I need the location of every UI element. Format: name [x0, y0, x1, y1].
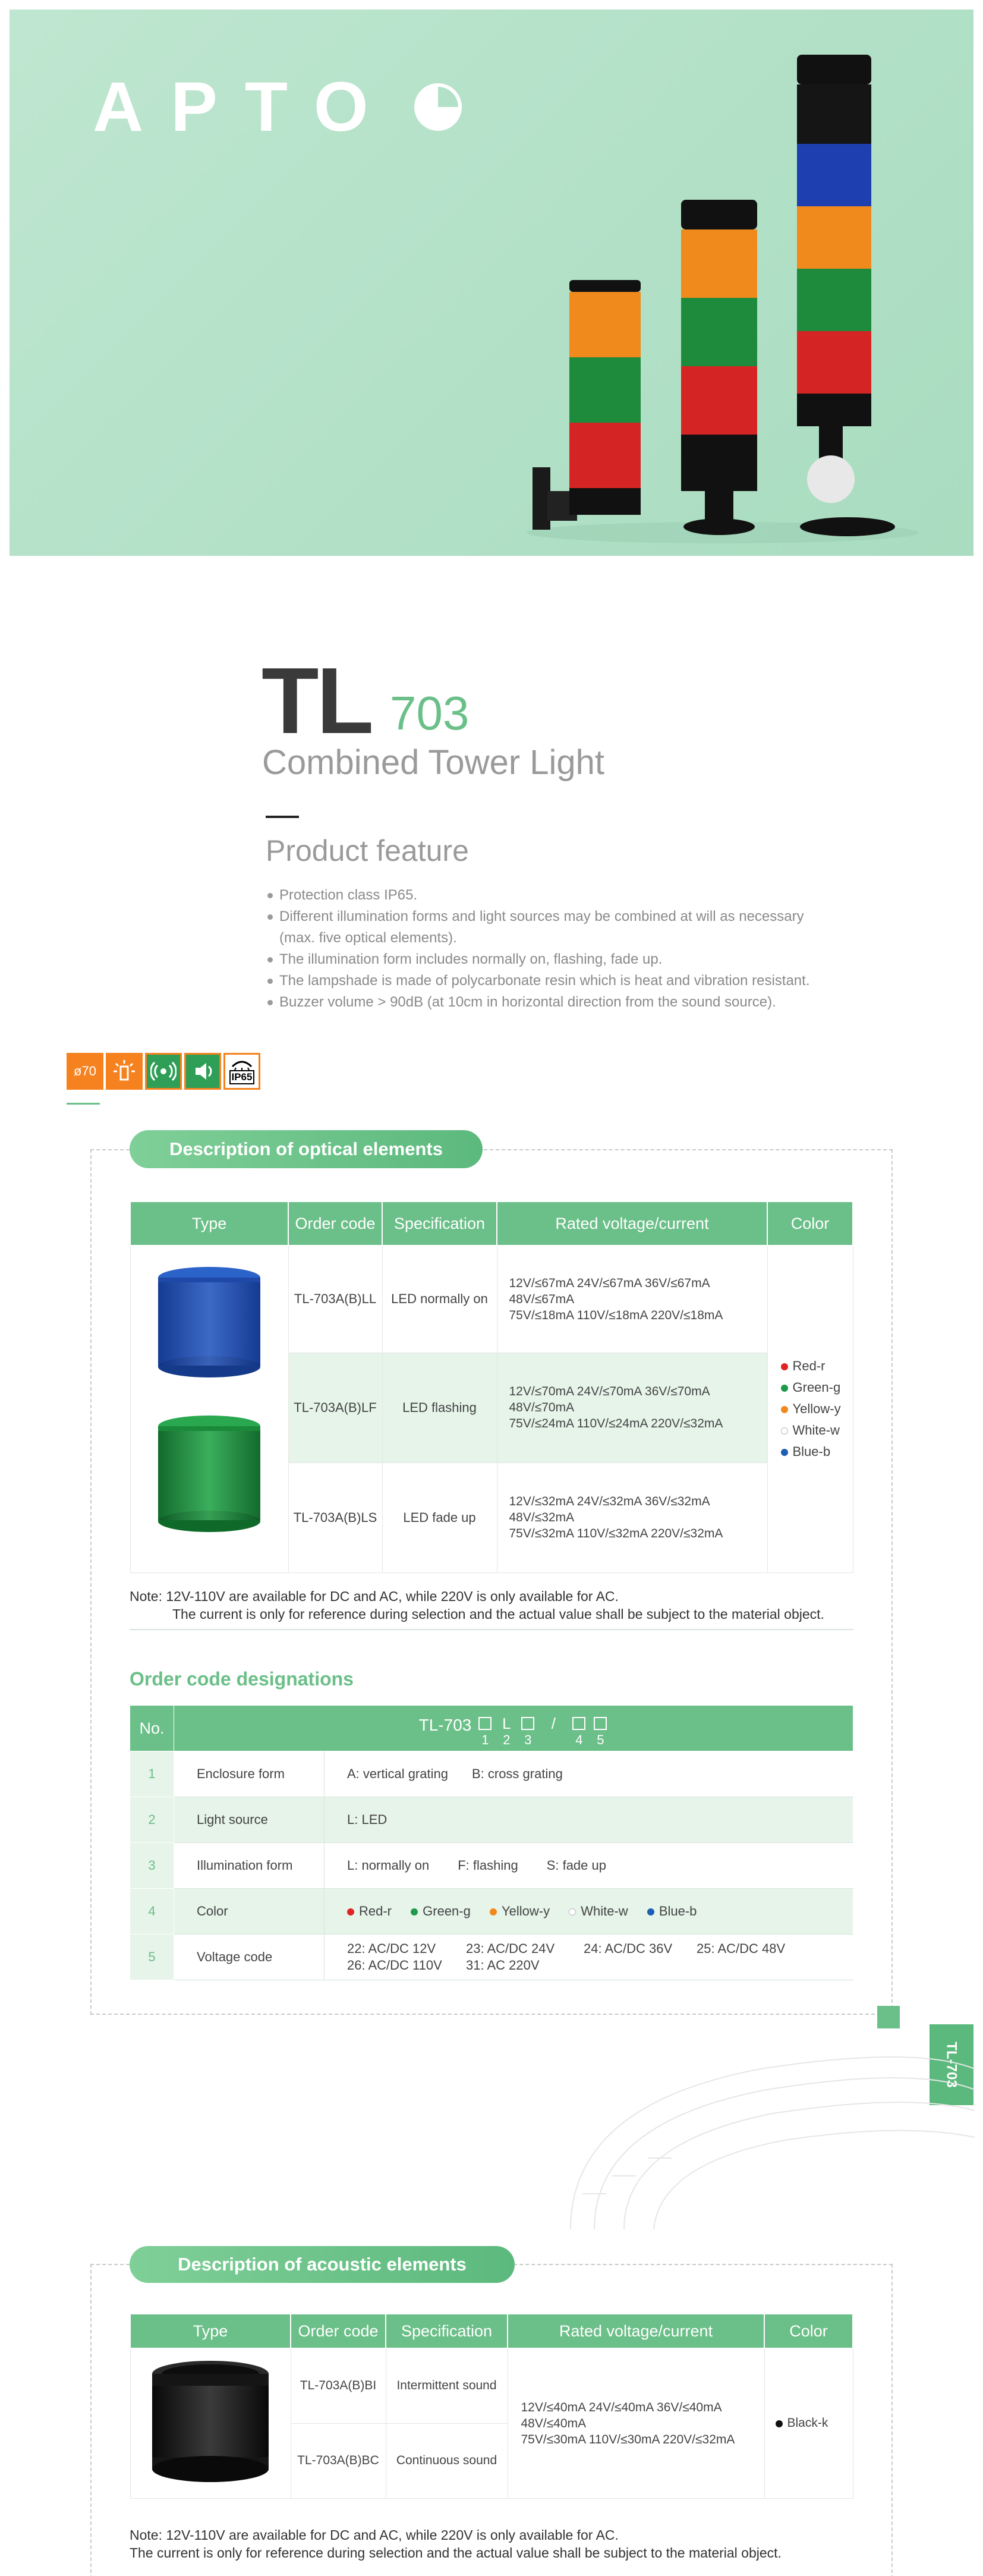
feature-title: Product feature — [266, 834, 469, 867]
buzzer-element-photo — [139, 2350, 282, 2493]
row-number: 4 — [130, 1889, 174, 1935]
feature-list — [266, 885, 837, 1013]
row-name: Light source — [174, 1797, 324, 1843]
feature-item: The illumination form includes normally on, flashing, fade up. — [266, 949, 837, 970]
table-row — [130, 1797, 853, 1843]
header-order-code: Order code — [288, 1201, 382, 1245]
feature-item: Buzzer volume > 90dB (at 10cm in horizontal direction from the sound source). — [266, 992, 837, 1013]
slot-number: 5 — [597, 1732, 604, 1747]
slot-number: 4 — [575, 1732, 583, 1747]
feature-item: The lampshade is made of polycarbonate resin which is heat and vibration resistant. — [266, 970, 837, 992]
color-cell — [764, 2348, 853, 2498]
color-label: Black-k — [787, 2416, 828, 2430]
row-name: Voltage code — [174, 1935, 324, 1980]
value-item: 22: AC/DC 12V — [347, 1941, 436, 1956]
header-no: No. — [130, 1706, 174, 1751]
acoustic-note — [130, 2526, 782, 2562]
header-specification: Specification — [382, 1201, 497, 1245]
order-code-cell: TL-703A(B)BI — [291, 2348, 386, 2423]
voltage-cell — [497, 1245, 767, 1353]
voltage-line: 12V/≤70mA 24V/≤70mA 36V/≤70mA — [509, 1385, 710, 1398]
yellow-dot-icon — [490, 1908, 497, 1916]
hero-banner — [10, 10, 973, 556]
value-item: B: cross grating — [471, 1766, 563, 1781]
voltage-line: 48V/≤32mA — [509, 1511, 575, 1524]
code-slot-5 — [593, 1715, 608, 1748]
voltage-line: 12V/≤40mA 24V/≤40mA 36V/≤40mA — [521, 2400, 722, 2414]
value-item: 31: AC 220V — [466, 1958, 540, 1973]
voltage-cell — [508, 2348, 764, 2498]
value-item: L: normally on — [347, 1858, 430, 1873]
code-pattern-row — [174, 1709, 853, 1748]
white-dot-icon — [569, 1908, 576, 1916]
product-subtitle: Combined Tower Light — [262, 743, 605, 782]
header-type: Type — [130, 2314, 291, 2348]
ip-rating-label: IP65 — [229, 1070, 255, 1084]
red-dot-icon — [781, 1363, 788, 1370]
voltage-line: 48V/≤40mA — [521, 2416, 587, 2430]
value-item: Yellow-y — [501, 1904, 550, 1918]
slot-box-icon — [521, 1717, 534, 1730]
value-item: S: fade up — [546, 1858, 606, 1873]
spec-cell: LED normally on — [382, 1245, 497, 1353]
value-item: A: vertical grating — [347, 1766, 448, 1781]
optical-note — [130, 1587, 824, 1623]
note-line: Note: 12V-110V are available for DC and AC, while 220V is only available for AC. — [130, 2527, 619, 2543]
type-image — [130, 2348, 291, 2498]
optical-title: Description of optical elements — [130, 1130, 483, 1168]
feature-item-continued: (max. five optical elements). — [279, 930, 457, 946]
buzzer-icon — [184, 1053, 221, 1090]
note-line: Note: 12V-110V are available for DC and AC, while 220V is only available for AC. — [130, 1589, 619, 1604]
red-dot-icon — [347, 1908, 354, 1916]
color-item — [781, 1355, 853, 1377]
certification-icons — [67, 1053, 260, 1090]
voltage-cell — [497, 1353, 767, 1462]
code-slot-3 — [520, 1715, 535, 1748]
header-order-code: Order code — [291, 2314, 386, 2348]
code-slot-2 — [499, 1715, 514, 1748]
row-name: Illumination form — [174, 1843, 324, 1889]
blue-dot-icon — [647, 1908, 654, 1916]
slot-slash: / — [551, 1715, 556, 1732]
header-specification: Specification — [386, 2314, 508, 2348]
optical-table — [130, 1201, 853, 1573]
row-number: 3 — [130, 1843, 174, 1889]
order-code-cell: TL-703A(B)LF — [288, 1353, 382, 1462]
value-item: 23: AC/DC 24V — [466, 1941, 555, 1956]
slot-number: 3 — [524, 1732, 532, 1747]
table-header-row — [130, 1201, 853, 1245]
note-line: The current is only for reference during selection and the actual value shall be subject to the material object. — [130, 2545, 782, 2561]
row-values — [324, 1935, 853, 1980]
order-code-cell: TL-703A(B)BC — [291, 2423, 386, 2498]
code-slot-4 — [571, 1715, 587, 1748]
row-values — [324, 1889, 853, 1935]
side-tab-label: TL-703 — [944, 2042, 960, 2088]
header-rated-voltage: Rated voltage/current — [508, 2314, 764, 2348]
row-name: Color — [174, 1889, 324, 1935]
row-number: 5 — [130, 1935, 174, 1980]
logo-pie-icon — [412, 81, 464, 133]
green-dot-icon — [411, 1908, 418, 1916]
divider — [130, 1629, 853, 1630]
value-item: 25: AC/DC 48V — [697, 1941, 786, 1956]
value-line — [347, 1940, 853, 1957]
voltage-line: 12V/≤32mA 24V/≤32mA 36V/≤32mA — [509, 1495, 710, 1508]
header-type: Type — [130, 1201, 288, 1245]
code-prefix: TL-703 — [418, 1716, 472, 1734]
voltage-line: 12V/≤67mA 24V/≤67mA 36V/≤67mA — [509, 1276, 710, 1290]
black-dot-icon — [776, 2420, 783, 2427]
optical-elements-photo — [150, 1259, 269, 1556]
slot-box-icon — [594, 1717, 607, 1730]
value-line — [347, 1957, 853, 1974]
code-separator — [541, 1715, 565, 1730]
lamp-icon — [106, 1053, 143, 1090]
voltage-line: 75V/≤32mA 110V/≤32mA 220V/≤32mA — [509, 1527, 723, 1540]
header-color: Color — [767, 1201, 853, 1245]
product-code: TL — [261, 649, 372, 753]
acoustic-title: Description of acoustic elements — [130, 2246, 515, 2283]
value-item: Blue-b — [659, 1904, 697, 1918]
table-row — [130, 1245, 853, 1353]
sound-icon — [145, 1053, 182, 1090]
voltage-line: 75V/≤18mA 110V/≤18mA 220V/≤18mA — [509, 1308, 723, 1322]
feature-item: Different illumination forms and light sources may be combined at will as necessary — [266, 906, 837, 927]
slot-letter: L — [502, 1715, 511, 1732]
row-values — [324, 1843, 853, 1889]
order-code-header-row — [130, 1706, 853, 1751]
corner-marker — [877, 2006, 900, 2028]
note-line: The current is only for reference during selection and the actual value shall be subject to the material object. — [172, 1606, 824, 1622]
table-row — [130, 1889, 853, 1935]
table-row — [130, 2348, 853, 2423]
voltage-line: 48V/≤70mA — [509, 1401, 575, 1414]
slot-number: 2 — [503, 1732, 511, 1747]
yellow-dot-icon — [781, 1406, 788, 1413]
brand-logo-text: APTO — [93, 68, 396, 146]
diameter-label: ø70 — [74, 1064, 96, 1078]
slot-number: 1 — [481, 1732, 489, 1747]
title-divider — [266, 816, 299, 818]
brand-logo — [93, 68, 464, 146]
voltage-line: 75V/≤30mA 110V/≤30mA 220V/≤32mA — [521, 2432, 735, 2446]
color-item — [781, 1420, 853, 1441]
blue-dot-icon — [781, 1449, 788, 1456]
row-number: 2 — [130, 1797, 174, 1843]
value-item: 24: AC/DC 36V — [584, 1941, 673, 1956]
row-values — [324, 1797, 853, 1843]
value-item: L: LED — [347, 1812, 387, 1827]
voltage-line: 75V/≤24mA 110V/≤24mA 220V/≤32mA — [509, 1417, 723, 1430]
order-code-table — [130, 1705, 853, 1980]
table-row — [130, 1751, 853, 1797]
value-item: Green-g — [423, 1904, 471, 1918]
value-item: Red-r — [359, 1904, 392, 1918]
type-images — [130, 1245, 288, 1572]
spec-cell: Continuous sound — [386, 2423, 508, 2498]
row-name: Enclosure form — [174, 1751, 324, 1797]
header-color: Color — [764, 2314, 853, 2348]
color-label: Green-g — [792, 1380, 841, 1395]
color-label: Red-r — [792, 1358, 826, 1374]
spec-cell: Intermittent sound — [386, 2348, 508, 2423]
white-dot-icon — [781, 1427, 788, 1435]
order-code-cell: TL-703A(B)LS — [288, 1462, 382, 1572]
acoustic-table — [130, 2313, 853, 2499]
order-code-title: Order code designations — [130, 1668, 354, 1690]
color-item — [781, 1377, 853, 1398]
value-item: F: flashing — [458, 1858, 518, 1873]
table-row — [130, 1843, 853, 1889]
table-row — [130, 1935, 853, 1980]
code-pattern — [174, 1706, 853, 1751]
color-options — [767, 1245, 853, 1572]
green-dot-icon — [781, 1385, 788, 1392]
product-number: 703 — [390, 687, 470, 740]
color-label: Yellow-y — [792, 1401, 841, 1417]
code-slot-1 — [477, 1715, 493, 1748]
decorative-lineart — [559, 2033, 975, 2229]
spec-cell: LED fade up — [382, 1462, 497, 1572]
slot-box-icon — [572, 1717, 585, 1730]
tower-light-photo — [515, 51, 931, 551]
diameter-icon — [67, 1053, 103, 1090]
voltage-cell — [497, 1462, 767, 1572]
color-item — [781, 1441, 853, 1462]
spec-cell: LED flashing — [382, 1353, 497, 1462]
slot-box-icon — [478, 1717, 492, 1730]
order-code-cell: TL-703A(B)LL — [288, 1245, 382, 1353]
value-item: White-w — [581, 1904, 628, 1918]
ip-rating-icon — [223, 1053, 260, 1090]
value-item: 26: AC/DC 110V — [347, 1958, 442, 1973]
table-header-row — [130, 2314, 853, 2348]
icons-underline — [67, 1103, 100, 1105]
row-values — [324, 1751, 853, 1797]
feature-item: Protection class IP65. — [266, 885, 837, 906]
voltage-line: 48V/≤67mA — [509, 1292, 575, 1306]
header-rated-voltage: Rated voltage/current — [497, 1201, 767, 1245]
color-label: White-w — [792, 1423, 840, 1438]
color-label: Blue-b — [792, 1444, 831, 1460]
row-number: 1 — [130, 1751, 174, 1797]
color-item — [781, 1398, 853, 1420]
